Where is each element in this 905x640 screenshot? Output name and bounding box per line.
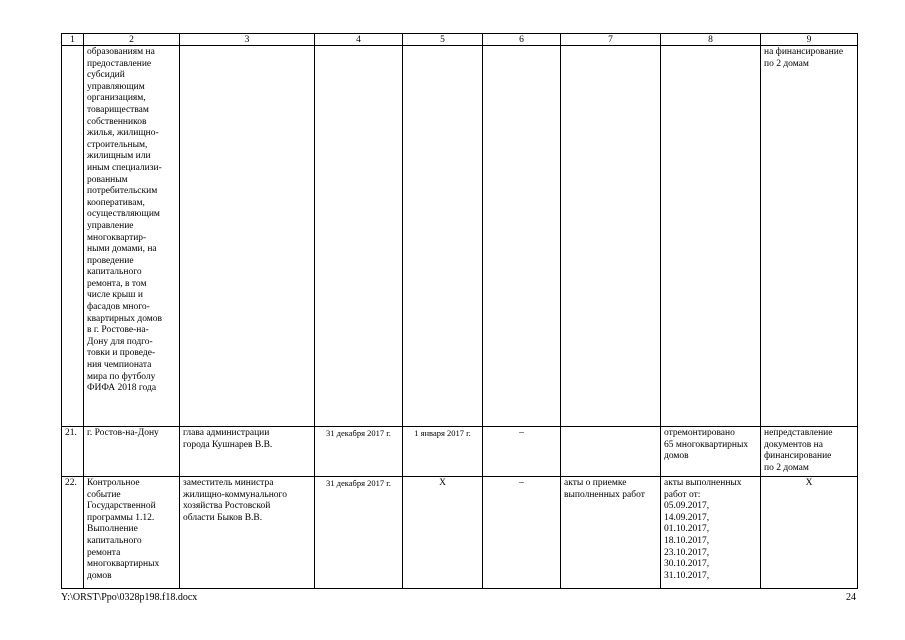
deviation-reason-cell: на финансирование по 2 домам	[761, 46, 858, 427]
page-number: 24	[846, 592, 856, 603]
responsible-cell: глава администрации города Кушнарев В.В.	[180, 427, 315, 477]
column-number: 4	[315, 34, 403, 46]
table-cell	[62, 46, 84, 427]
start-date-cell: Х	[403, 477, 483, 589]
column-number: 7	[561, 34, 661, 46]
table-cell	[561, 46, 661, 427]
activity-cell: Контрольное событие Государственной программы 1.12. Выполнение капитального ремонта многоквартирных домов	[84, 477, 180, 589]
column-number: 1	[62, 34, 84, 46]
table-cell	[180, 46, 315, 427]
column-number-row	[62, 34, 858, 46]
table-cell	[661, 46, 761, 427]
planned-date-cell: 31 декабря 2017 г.	[315, 427, 403, 477]
responsible-cell: заместитель министра жилищно-коммунального хозяйства Ростовской области Быков В.В.	[180, 477, 315, 589]
planned-date-cell: 31 декабря 2017 г.	[315, 477, 403, 589]
column-number: 9	[761, 34, 858, 46]
deviation-reason-cell: непредставление документов на финансирование по 2 домам	[761, 427, 858, 477]
table-row-continuation	[62, 46, 858, 427]
column-number: 8	[661, 34, 761, 46]
document-path: Y:\ORST\Ppo\0328p198.f18.docx	[61, 592, 198, 603]
column-number: 3	[180, 34, 315, 46]
end-date-cell: –	[483, 427, 561, 477]
column-number: 2	[84, 34, 180, 46]
table-cell	[483, 46, 561, 427]
report-table	[61, 33, 858, 589]
row-number-cell: 22.	[62, 477, 84, 589]
activity-description-cell: образованиям на предоставление субсидий управляющим организациям, товариществам собственников жилья, жилищно- строительным, жилищным или иным специализи- рованным потребительским кооперативам, осуществляющим управление многоквартир- ными домами, на проведение капитального ремонта, в том числе крыш и фасадов много- квартирных домов в г. Ростове-на- Дону для подго- товки и проведе- ния чемпионата мира по футболу ФИФА 2018 года	[84, 46, 180, 427]
actual-result-cell: акты выполненных работ от: 05.09.2017, 14.09.2017, 01.10.2017, 18.10.2017, 23.10.2017, 30.10.2017, 31.10.2017,	[661, 477, 761, 589]
deviation-reason-cell: Х	[761, 477, 858, 589]
end-date-cell: –	[483, 477, 561, 589]
activity-cell: г. Ростов-на-Дону	[84, 427, 180, 477]
table-row-21	[62, 427, 858, 477]
planned-result-cell	[561, 427, 661, 477]
table-cell	[315, 46, 403, 427]
column-number: 6	[483, 34, 561, 46]
start-date-cell: 1 января 2017 г.	[403, 427, 483, 477]
table-cell	[403, 46, 483, 427]
row-number-cell: 21.	[62, 427, 84, 477]
actual-result-cell: отремонтировано 65 многоквартирных домов	[661, 427, 761, 477]
column-number: 5	[403, 34, 483, 46]
table-row-22	[62, 477, 858, 589]
planned-result-cell: акты о приемке выполненных работ	[561, 477, 661, 589]
